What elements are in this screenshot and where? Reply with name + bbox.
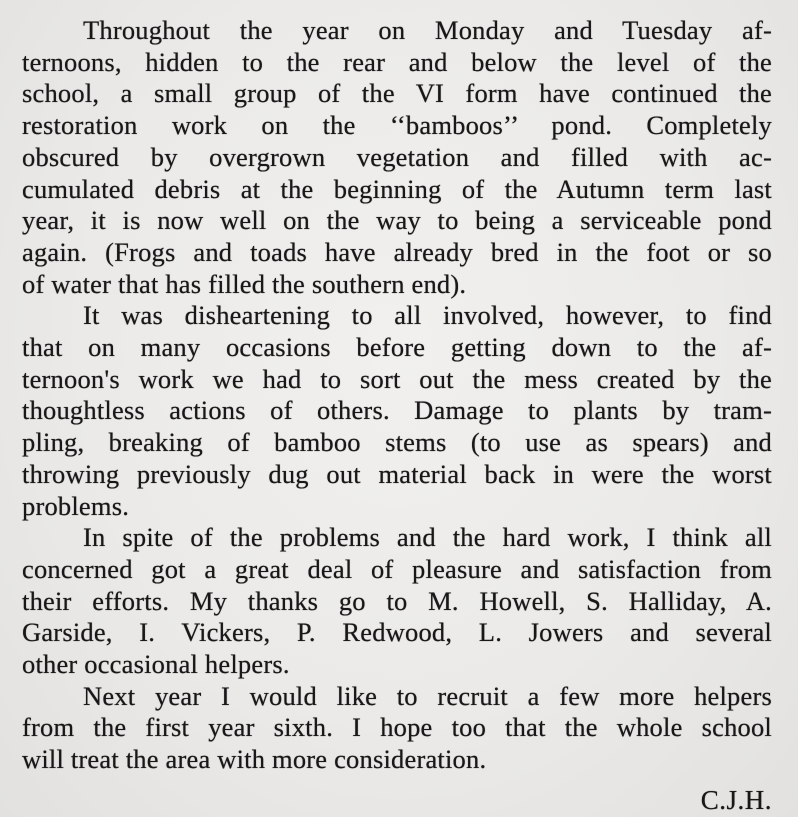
text-line: problems. — [22, 490, 130, 521]
text-line: pling, breaking of bamboo stems (to use as spears) and — [22, 427, 772, 458]
text-line: Garside, I. Vickers, P. Redwood, L. Jowers and several — [22, 617, 772, 648]
text-line: Throughout the year on Monday and Tuesday af- — [83, 15, 772, 45]
text-line: Next year I would like to recruit a few more helpers — [83, 680, 772, 711]
text-line: obscured by overgrown vegetation and filled with ac- — [22, 141, 772, 172]
paragraph-thanks — [22, 522, 772, 681]
text-line: again. (Frogs and toads have already bred in the foot or so — [22, 236, 772, 267]
paragraph-pond-restoration — [22, 15, 772, 300]
text-line: school, a small group of the VI form have continued the — [22, 78, 772, 109]
text-line: their efforts. My thanks go to M. Howell, S. Halliday, A. — [22, 585, 772, 616]
text-line: year, it is now well on the way to being a serviceable pond — [22, 205, 772, 236]
text-line: other occasional helpers. — [22, 649, 290, 680]
text-line: from the first year sixth. I hope too that the whole school — [22, 712, 772, 743]
paragraph-vandalism-problems — [22, 300, 772, 522]
text-line: thoughtless actions of others. Damage to plants by tram- — [22, 395, 772, 426]
text-line: ternoon's work we had to sort out the mess created by the — [22, 363, 772, 394]
paragraph-next-year — [22, 681, 772, 776]
text-line: In spite of the problems and the hard work, I think all — [83, 522, 772, 553]
text-line: cumulated debris at the beginning of the Autumn term last — [22, 173, 772, 204]
text-line: throwing previously dug out material back in were the worst — [22, 458, 772, 489]
text-line: concerned got a great deal of pleasure and satisfaction from — [22, 553, 772, 584]
author-initials: C.J.H. — [700, 784, 772, 815]
text-line: restoration work on the ‘‘bamboos’’ pond. Completely — [22, 110, 772, 141]
text-line: that on many occasions before getting down to the af- — [22, 332, 772, 363]
text-line: It was disheartening to all involved, however, to find — [83, 300, 772, 331]
text-line: ternoons, hidden to the rear and below the level of the — [22, 46, 772, 77]
text-line: will treat the area with more consideration. — [22, 744, 487, 775]
text-line: of water that has filled the southern end). — [22, 268, 467, 299]
